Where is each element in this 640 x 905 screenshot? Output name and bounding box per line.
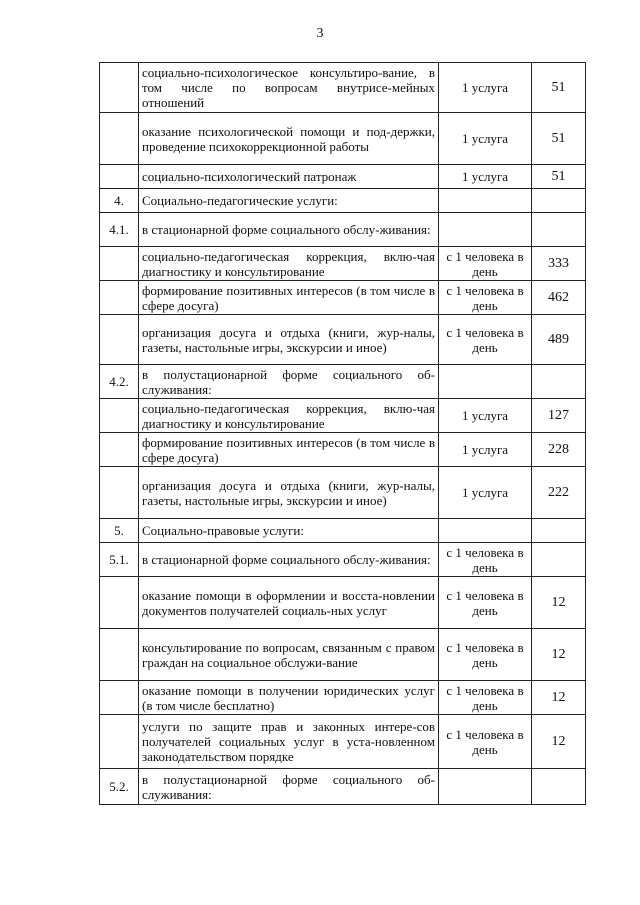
table-row [100,577,586,629]
row-number-cell [100,315,139,365]
service-name-cell: социально-педагогическая коррекция, вклю-чая диагностику и консультирование [139,399,439,433]
tariff-value-cell: 12 [532,629,586,681]
row-number-cell: 4. [100,189,139,213]
row-number-cell [100,247,139,281]
table-row [100,189,586,213]
unit-cell [439,213,532,247]
row-number-cell [100,715,139,769]
tariff-table-body [100,63,586,805]
row-number-cell [100,113,139,165]
table-row [100,247,586,281]
table-row [100,63,586,113]
row-number-cell [100,467,139,519]
service-name-cell: в стационарной форме социального обслу-живания: [139,213,439,247]
tariff-value-cell: 222 [532,467,586,519]
tariff-value-cell: 333 [532,247,586,281]
tariff-value-cell: 51 [532,165,586,189]
service-name-cell: социально-психологическое консультиро-вание, в том числе по вопросам внутрисе-мейных отношений [139,63,439,113]
row-number-cell [100,63,139,113]
table-row [100,519,586,543]
unit-cell [439,365,532,399]
row-number-cell [100,165,139,189]
service-name-cell: организация досуга и отдыха (книги, жур-налы, газеты, настольные игры, экскурсии и иное) [139,315,439,365]
row-number-cell: 4.2. [100,365,139,399]
unit-cell [439,519,532,543]
service-name-cell: оказание помощи в оформлении и восста-новлении документов получателей социаль-ных услуг [139,577,439,629]
unit-cell: с 1 человека в день [439,577,532,629]
table-row [100,365,586,399]
tariff-value-cell: 489 [532,315,586,365]
row-number-cell [100,577,139,629]
tariff-value-cell: 12 [532,681,586,715]
unit-cell: с 1 человека в день [439,315,532,365]
row-number-cell: 5.1. [100,543,139,577]
unit-cell [439,189,532,213]
table-row [100,629,586,681]
unit-cell: 1 услуга [439,113,532,165]
tariff-value-cell: 228 [532,433,586,467]
table-row [100,467,586,519]
unit-cell: с 1 человека в день [439,281,532,315]
service-name-cell: оказание психологической помощи и под-держки, проведение психокоррекционной работы [139,113,439,165]
tariff-value-cell [532,365,586,399]
unit-cell [439,769,532,805]
table-row [100,315,586,365]
table-row [100,165,586,189]
table-row [100,433,586,467]
table-row [100,281,586,315]
table-row [100,769,586,805]
unit-cell: 1 услуга [439,467,532,519]
unit-cell: с 1 человека в день [439,681,532,715]
table-row [100,543,586,577]
service-name-cell: в стационарной форме социального обслу-живания: [139,543,439,577]
service-name-cell: организация досуга и отдыха (книги, жур-налы, газеты, настольные игры, экскурсии и иное) [139,467,439,519]
table-row [100,715,586,769]
unit-cell: с 1 человека в день [439,543,532,577]
unit-cell: 1 услуга [439,165,532,189]
tariff-value-cell: 12 [532,715,586,769]
service-name-cell: формирование позитивных интересов (в том числе в сфере досуга) [139,433,439,467]
row-number-cell [100,629,139,681]
unit-cell: 1 услуга [439,63,532,113]
unit-cell: 1 услуга [439,399,532,433]
tariff-value-cell [532,189,586,213]
row-number-cell [100,433,139,467]
service-name-cell: в полустационарной форме социального об-служивания: [139,769,439,805]
tariff-value-cell: 51 [532,63,586,113]
tariff-value-cell [532,213,586,247]
service-name-cell: социально-педагогическая коррекция, вклю-чая диагностику и консультирование [139,247,439,281]
service-name-cell: услуги по защите прав и законных интере-сов получателей социальных услуг в уста-новленном законодательством порядке [139,715,439,769]
row-number-cell: 5.2. [100,769,139,805]
tariff-value-cell: 462 [532,281,586,315]
tariff-value-cell [532,519,586,543]
service-name-cell: консультирование по вопросам, связанным с правом граждан на социальное обслужи-вание [139,629,439,681]
table-row [100,681,586,715]
row-number-cell [100,399,139,433]
tariff-table [99,62,586,805]
service-name-cell: формирование позитивных интересов (в том числе в сфере досуга) [139,281,439,315]
tariff-value-cell: 127 [532,399,586,433]
tariff-value-cell: 12 [532,577,586,629]
service-name-cell: в полустационарной форме социального об-служивания: [139,365,439,399]
row-number-cell: 4.1. [100,213,139,247]
tariff-value-cell [532,769,586,805]
unit-cell: с 1 человека в день [439,247,532,281]
row-number-cell [100,281,139,315]
unit-cell: с 1 человека в день [439,715,532,769]
tariff-value-cell: 51 [532,113,586,165]
unit-cell: с 1 человека в день [439,629,532,681]
table-row [100,399,586,433]
table-row [100,113,586,165]
service-name-cell: оказание помощи в получении юридических услуг (в том числе бесплатно) [139,681,439,715]
row-number-cell [100,681,139,715]
row-number-cell: 5. [100,519,139,543]
service-name-cell: социально-психологический патронаж [139,165,439,189]
service-name-cell: Социально-правовые услуги: [139,519,439,543]
table-row [100,213,586,247]
page-number: 3 [316,26,324,41]
service-name-cell: Социально-педагогические услуги: [139,189,439,213]
unit-cell: 1 услуга [439,433,532,467]
tariff-value-cell [532,543,586,577]
